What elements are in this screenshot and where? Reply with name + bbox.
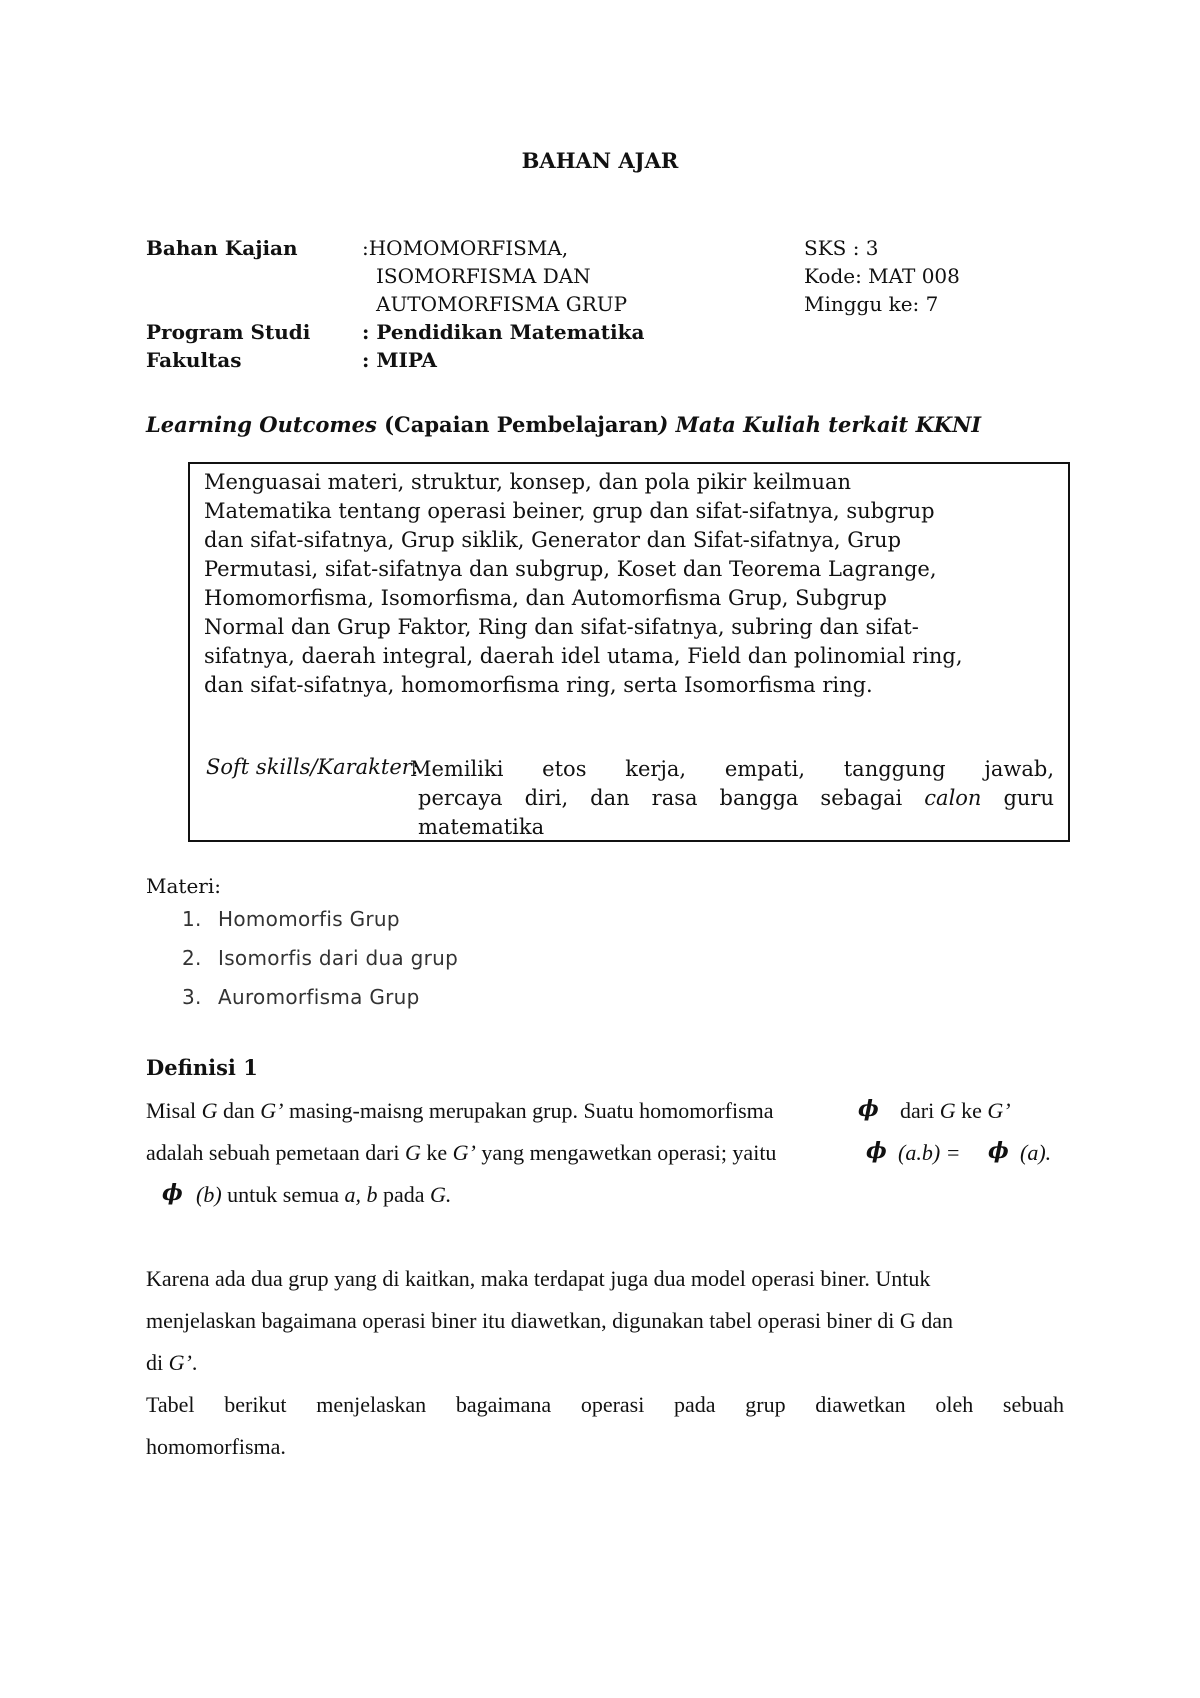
materi-item <box>182 900 458 939</box>
soft-skills-label: Soft skills/Karakter: <box>206 755 419 779</box>
paragraph-karena-line3 <box>146 1350 197 1376</box>
soft-skills-line2-b: calon <box>924 786 982 810</box>
text-span: G. <box>430 1182 452 1207</box>
materi-label: Materi: <box>146 874 221 898</box>
bahan-kajian-line3: AUTOMORFISMA GRUP <box>376 292 628 316</box>
text-span: masing-maisng merupakan grup. Suatu homomorfisma <box>283 1098 774 1123</box>
lo-line: Menguasai materi, struktur, konsep, dan pola pikir keilmuan <box>204 470 852 494</box>
soft-skills-text <box>410 755 1054 842</box>
lo-heading-part2: (Capaian Pembelajaran <box>376 412 659 437</box>
text-span: G <box>939 1098 956 1123</box>
paragraph-tabel-line1: Tabel berikut menjelaskan bagaimana operasi pada grup diawetkan oleh sebuah <box>146 1392 1064 1417</box>
soft-skills-line2-a: percaya diri, dan rasa bangga sebagai <box>418 786 925 810</box>
program-studi-label: Program Studi <box>146 320 311 344</box>
text-span: . <box>191 1350 198 1375</box>
document-title: BAHAN AJAR <box>521 148 679 173</box>
soft-skills-line3: matematika <box>418 815 545 839</box>
text-span: a, b <box>344 1182 378 1207</box>
learning-outcomes-box <box>188 462 1070 842</box>
materi-item <box>182 978 458 1017</box>
definisi-heading: Definisi 1 <box>146 1055 258 1080</box>
lo-line: Permutasi, sifat-sifatnya dan subgrup, Koset dan Teorema Lagrange, <box>204 557 937 581</box>
paragraph-tabel-line2: homomorfisma. <box>146 1434 286 1459</box>
learning-outcomes-text <box>204 468 1034 700</box>
fakultas-label: Fakultas <box>146 348 242 372</box>
materi-item-num: 3. <box>182 985 202 1009</box>
definisi-a: (a). <box>1020 1140 1052 1165</box>
text-span: G’ <box>260 1098 284 1123</box>
materi-item-num: 1. <box>182 907 202 931</box>
definisi-line3 <box>196 1182 451 1208</box>
lo-line: Matematika tentang operasi beiner, grup dan sifat-sifatnya, subgrup <box>204 499 935 523</box>
text-span: adalah sebuah pemetaan dari <box>146 1140 405 1165</box>
text-span: pada <box>377 1182 431 1207</box>
lo-heading-part1: Learning Outcomes <box>146 412 377 437</box>
minggu-value: Minggu ke: 7 <box>804 292 939 316</box>
bahan-kajian-line1: :HOMOMORFISMA, <box>362 236 569 260</box>
materi-list <box>182 900 458 1017</box>
text-span: G’ <box>452 1140 476 1165</box>
definisi-line1 <box>146 1098 774 1124</box>
phi-symbol: ϕ <box>162 1180 183 1206</box>
materi-item-num: 2. <box>182 946 202 970</box>
text-span: ke <box>955 1098 988 1123</box>
phi-symbol: ϕ <box>866 1138 887 1164</box>
text-span: Misal <box>146 1098 202 1123</box>
materi-item-text: Auromorfisma Grup <box>218 985 420 1009</box>
program-studi-value: : Pendidikan Matematika <box>362 320 645 344</box>
text-span: G <box>201 1098 218 1123</box>
bahan-kajian-label: Bahan Kajian <box>146 236 298 260</box>
definisi-ab: (a.b) = <box>898 1140 961 1165</box>
text-span: ke <box>420 1140 453 1165</box>
lo-line: dan sifat-sifatnya, homomorfisma ring, serta Isomorfisma ring. <box>204 673 873 697</box>
text-span: G’ <box>168 1350 192 1375</box>
soft-skills-line2 <box>418 784 1054 813</box>
lo-line: sifatnya, daerah integral, daerah idel utama, Field dan polinomial ring, <box>204 644 963 668</box>
text-span: dari <box>900 1098 940 1123</box>
materi-item-text: Homomorfis Grup <box>218 907 400 931</box>
sks-value: SKS : 3 <box>804 236 879 260</box>
lo-heading-part3: ) Mata Kuliah terkait KKNI <box>658 412 982 437</box>
lo-line: Normal dan Grup Faktor, Ring dan sifat-sifatnya, subring dan sifat- <box>204 615 919 639</box>
text-span: G <box>404 1140 421 1165</box>
text-span: yang mengawetkan operasi; yaitu <box>475 1140 777 1165</box>
fakultas-value: : MIPA <box>362 348 437 372</box>
bahan-kajian-line2: ISOMORFISMA DAN <box>376 264 591 288</box>
paragraph-karena-line2: menjelaskan bagaimana operasi biner itu diawetkan, digunakan tabel operasi biner di G dan <box>146 1308 953 1333</box>
soft-skills-line2-c: guru <box>981 786 1054 810</box>
paragraph-karena-line1: Karena ada dua grup yang di kaitkan, maka terdapat juga dua model operasi biner. Untuk <box>146 1266 931 1291</box>
lo-line: Homomorfisma, Isomorfisma, dan Automorfisma Grup, Subgrup <box>204 586 887 610</box>
phi-symbol: ϕ <box>858 1096 879 1122</box>
text-span: G’ <box>987 1098 1011 1123</box>
definisi-line2 <box>146 1140 776 1166</box>
text-span: untuk semua <box>221 1182 345 1207</box>
phi-symbol: ϕ <box>988 1138 1009 1164</box>
materi-item <box>182 939 458 978</box>
materi-item-text: Isomorfis dari dua grup <box>218 946 459 970</box>
learning-outcomes-heading <box>146 412 981 437</box>
text-span: dan <box>217 1098 261 1123</box>
text-span: di <box>146 1350 169 1375</box>
text-span: (b) <box>196 1182 222 1207</box>
definisi-line1-end <box>900 1098 1011 1124</box>
kode-value: Kode: MAT 008 <box>804 264 960 288</box>
soft-skills-line1: Memiliki etos kerja, empati, tanggung jawab, <box>410 757 1054 781</box>
lo-line: dan sifat-sifatnya, Grup siklik, Generator dan Sifat-sifatnya, Grup <box>204 528 902 552</box>
